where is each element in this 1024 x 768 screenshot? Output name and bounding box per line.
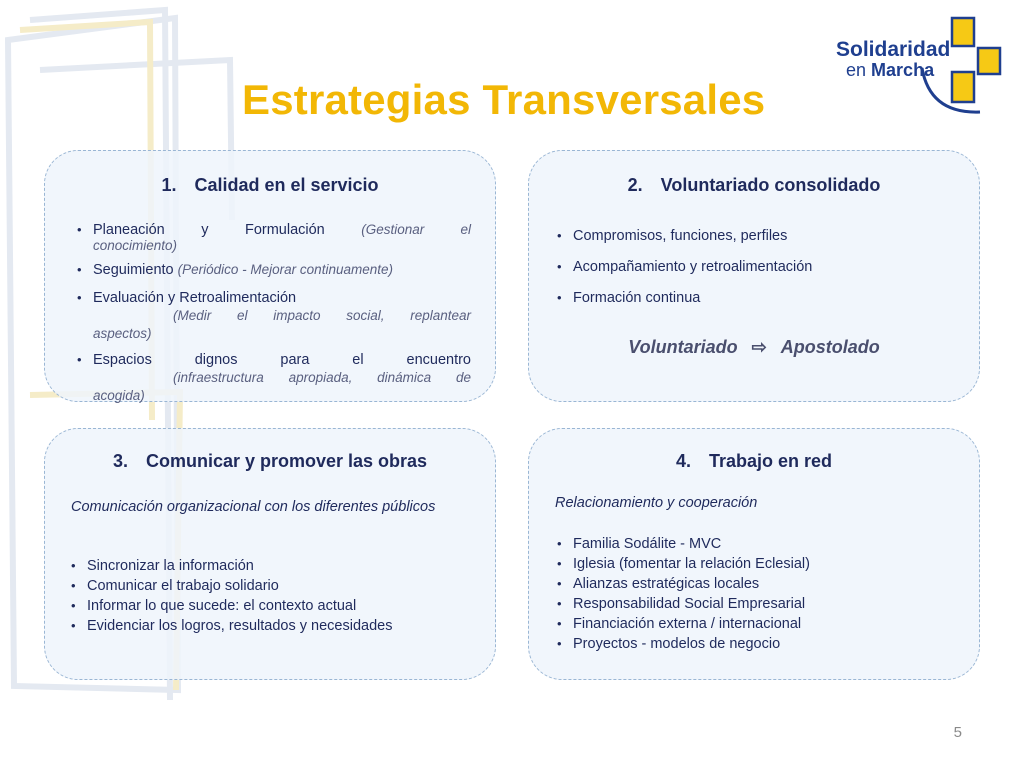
box4-heading-text: Trabajo en red — [708, 451, 833, 471]
list-item: • Comunicar el trabajo solidario — [67, 577, 477, 595]
list-item: • Iglesia (fomentar la relación Eclesial) — [553, 555, 963, 573]
list-item: • Espacios dignos para el encuentro (infraestructura apropiada, dinámica de acogida) — [73, 351, 471, 405]
box2-slogan — [529, 337, 979, 358]
slogan-left: Voluntariado — [628, 337, 738, 357]
logo-text-line1: Solidaridad — [836, 38, 951, 61]
strategy-box-4 — [528, 428, 980, 680]
list-item: • Evaluación y Retroalimentación (Medir el impacto social, replantear aspectos) — [73, 289, 471, 343]
list-item: • Responsabilidad Social Empresarial — [553, 595, 963, 613]
logo-text-line2 — [846, 60, 934, 81]
arrow-right-icon: ⇨ — [751, 337, 767, 357]
box2-list — [553, 227, 953, 307]
box1-heading — [45, 175, 495, 196]
logo — [830, 14, 1010, 124]
strategy-box-2 — [528, 150, 980, 402]
list-item: • Compromisos, funciones, perfiles — [553, 227, 953, 245]
list-item: • Alianzas estratégicas locales — [553, 575, 963, 593]
list-item: • Evidenciar los logros, resultados y necesidades — [67, 617, 477, 635]
list-item: • Seguimiento (Periódico - Mejorar continuamente) — [73, 261, 471, 279]
box3-heading-text: Comunicar y promover las obras — [145, 451, 428, 471]
list-item: • Familia Sodálite - MVC — [553, 535, 963, 553]
page-number: 5 — [953, 724, 962, 741]
list-item: • Proyectos - modelos de negocio — [553, 635, 963, 653]
box1-list — [73, 221, 471, 405]
list-item: • Informar lo que sucede: el contexto actual — [67, 597, 477, 615]
logo-text-en: en — [846, 60, 867, 80]
list-item: • Acompañamiento y retroalimentación — [553, 258, 953, 276]
box3-list — [67, 557, 477, 635]
slogan-right: Apostolado — [780, 337, 880, 357]
box4-heading — [529, 451, 979, 472]
box3-number: 3. — [112, 451, 128, 471]
box3-intro: Comunicación organizacional con los diferentes públicos — [71, 499, 436, 515]
box2-heading-text: Voluntariado consolidado — [660, 175, 881, 195]
list-item: • Sincronizar la información — [67, 557, 477, 575]
logo-text-marcha: Marcha — [871, 60, 935, 80]
box3-heading — [45, 451, 495, 472]
list-item: • Planeación y Formulación (Gestionar el conocimiento) — [73, 221, 471, 255]
box4-list — [553, 535, 963, 653]
list-item: • Financiación externa / internacional — [553, 615, 963, 633]
box1-number: 1. — [161, 175, 177, 195]
slide-title: Estrategias Transversales — [242, 76, 766, 123]
list-item: • Formación continua — [553, 289, 953, 307]
box4-number: 4. — [675, 451, 691, 471]
strategy-box-1 — [44, 150, 496, 402]
box2-number: 2. — [627, 175, 643, 195]
box2-heading — [529, 175, 979, 196]
box4-intro: Relacionamiento y cooperación — [555, 495, 758, 511]
strategy-box-3 — [44, 428, 496, 680]
box1-heading-text: Calidad en el servicio — [194, 175, 379, 195]
